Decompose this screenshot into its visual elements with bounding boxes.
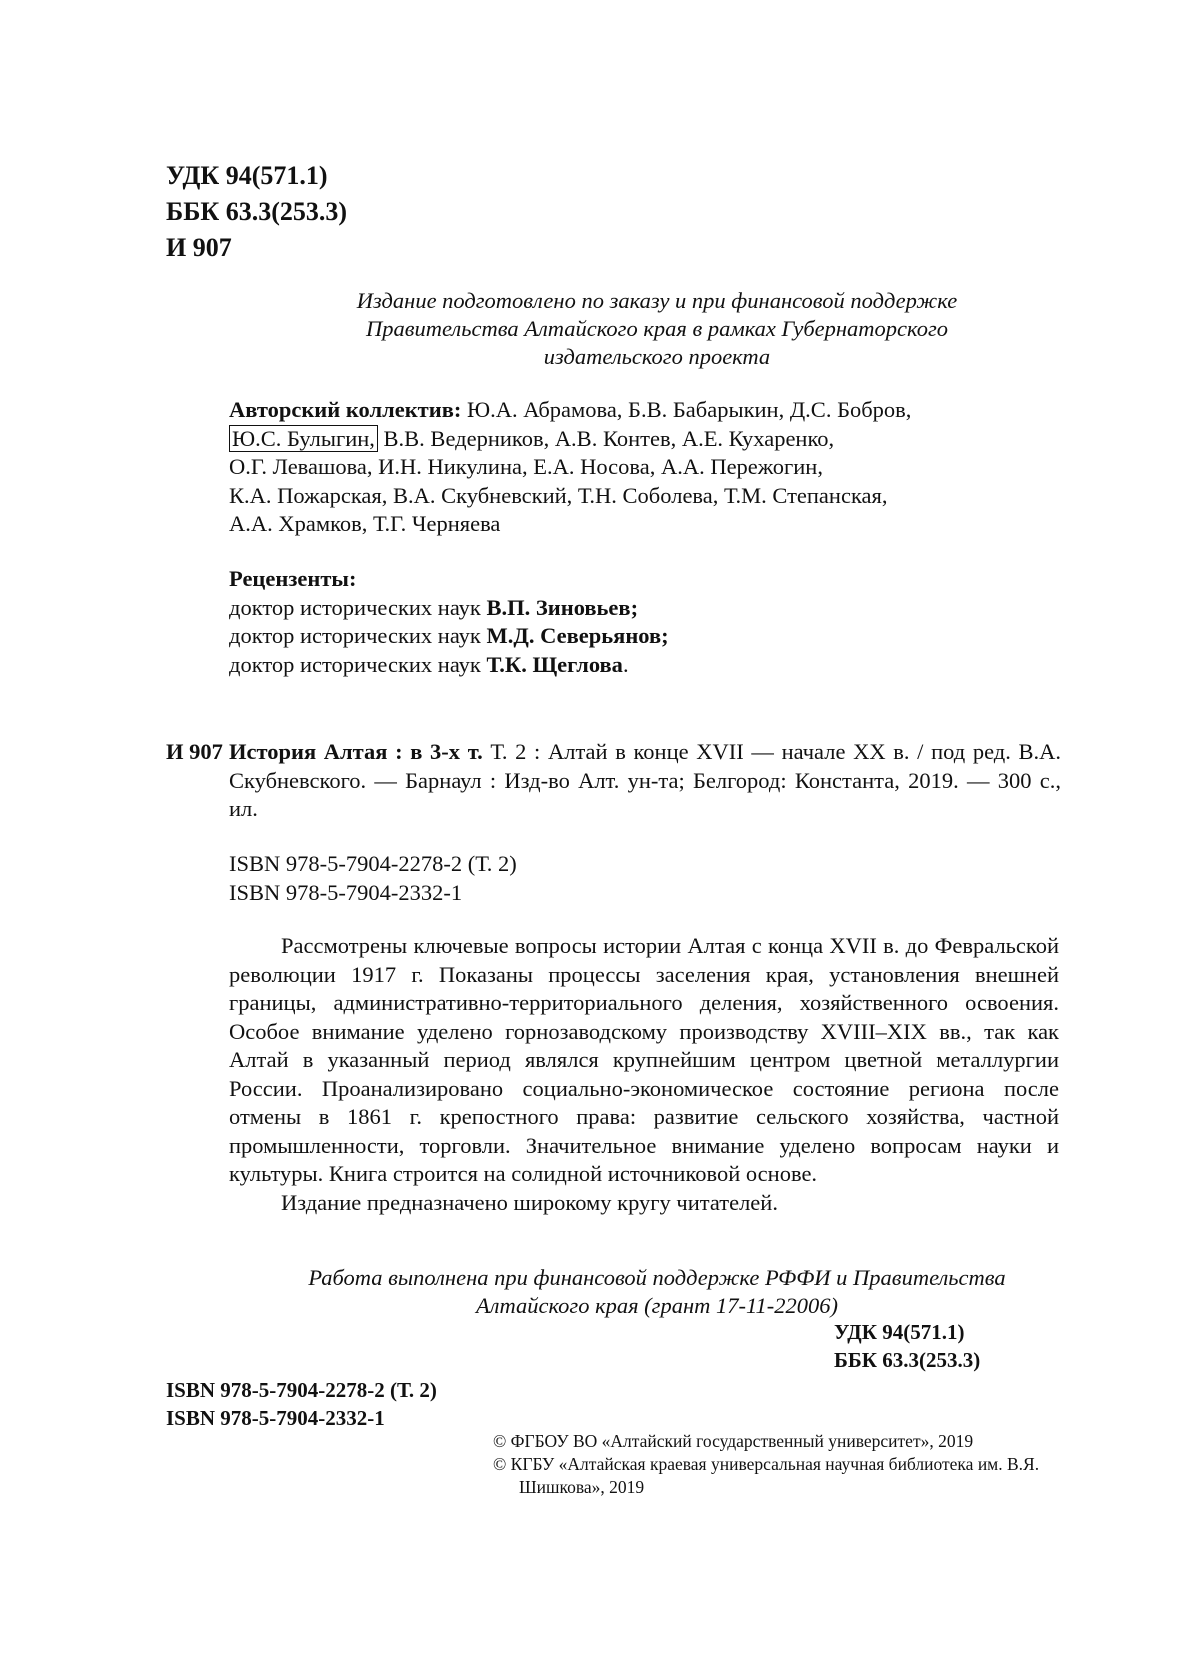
udk-code: УДК 94(571.1) xyxy=(166,158,347,194)
catalog-code: И 907 xyxy=(166,738,223,767)
publication-note-line: издательского проекта xyxy=(232,343,1082,371)
copyright-notices xyxy=(493,1430,1073,1499)
annotation xyxy=(229,932,1059,1217)
classification-codes xyxy=(166,158,347,266)
reviewers-label: Рецензенты: xyxy=(229,565,1089,594)
grant-line: Работа выполнена при финансовой поддержке РФФИ и Правительства xyxy=(232,1264,1082,1292)
reviewer-degree: доктор исторических наук xyxy=(229,652,487,677)
authors-line: К.А. Пожарская, В.А. Скубневский, Т.Н. Соболева, Т.М. Степанская, xyxy=(229,482,1089,511)
reviewer-name: М.Д. Северьянов; xyxy=(487,623,669,648)
reviewer-line xyxy=(229,651,1089,680)
reviewer-line xyxy=(229,622,1089,651)
reviewer-punct: . xyxy=(623,652,629,677)
reviewer-degree: доктор исторических наук xyxy=(229,623,487,648)
bbk-code: ББК 63.3(253.3) xyxy=(166,194,347,230)
copyright-line: © ФГБОУ ВО «Алтайский государственный университет», 2019 xyxy=(493,1430,1073,1453)
reviewer-line xyxy=(229,594,1089,623)
isbn-set: ISBN 978-5-7904-2332-1 xyxy=(229,879,517,908)
authors-line: В.В. Ведерников, А.В. Контев, А.Е. Кухаренко, xyxy=(378,426,834,451)
annotation-paragraph: Рассмотрены ключевые вопросы истории Алтая с конца XVII в. до Февральской революции 1917 г. Показаны процессы заселения края, установления внешней границы, административно-территориального деления, хозяйственного освоения. Особое внимание уделено горнозаводскому производству XVIII–XIX вв., так как Алтай в указанный период являлся крупнейшим центром цветной металлургии России. Проанализировано социально-экономическое состояние региона после отмены в 1861 г. крепостного права: развитие сельского хозяйства, частной промышленности, торговли. Значительное внимание уделено вопросам науки и культуры. Книга строится на солидной источниковой основе. xyxy=(229,932,1059,1189)
annotation-paragraph: Издание предназначено широкому кругу читателей. xyxy=(229,1189,1059,1218)
isbn-volume: ISBN 978-5-7904-2278-2 (Т. 2) xyxy=(229,850,517,879)
author-mark: И 907 xyxy=(166,230,347,266)
bbk-code: ББК 63.3(253.3) xyxy=(834,1346,980,1374)
author-collective xyxy=(229,396,1089,539)
classification-codes-right xyxy=(834,1318,980,1374)
catalog-entry xyxy=(166,738,1061,824)
isbn-bold-list xyxy=(166,1376,437,1432)
publication-note-line: Издание подготовлено по заказу и при финансовой поддержке xyxy=(232,287,1082,315)
grant-note xyxy=(232,1264,1082,1320)
reviewer-name: В.П. Зиновьев; xyxy=(487,595,639,620)
copyright-line: © КГБУ «Алтайская краевая универсальная научная библиотека им. В.Я. Шишкова», 2019 xyxy=(493,1453,1073,1499)
reviewer-degree: доктор исторических наук xyxy=(229,595,487,620)
isbn-volume: ISBN 978-5-7904-2278-2 (Т. 2) xyxy=(166,1376,437,1404)
publication-note-line: Правительства Алтайского края в рамках Губернаторского xyxy=(232,315,1082,343)
authors-line: О.Г. Левашова, И.Н. Никулина, Е.А. Носова, А.А. Пережогин, xyxy=(229,453,1089,482)
publication-note xyxy=(232,287,1082,371)
reviewers xyxy=(229,565,1089,679)
catalog-title: История Алтая : в 3-х т. xyxy=(229,739,483,764)
isbn-set: ISBN 978-5-7904-2332-1 xyxy=(166,1404,437,1432)
catalog-description: Т. 2 : Алтай в конце XVII — начале XX в. / под ред. В.А. Скубневского. — Барнаул : Изд-во Алт. ун-та; Белгород: Константа, 2019. — 300 с., ил. xyxy=(229,739,1061,821)
authors-line: А.А. Храмков, Т.Г. Черняева xyxy=(229,510,1089,539)
reviewer-name: Т.К. Щеглова xyxy=(487,652,623,677)
isbn-list xyxy=(229,850,517,907)
grant-line: Алтайского края (грант 17-11-22006) xyxy=(232,1292,1082,1320)
boxed-author-name: Ю.С. Булыгин, xyxy=(229,425,378,452)
udk-code: УДК 94(571.1) xyxy=(834,1318,980,1346)
authors-line: Ю.А. Абрамова, Б.В. Бабарыкин, Д.С. Бобров, xyxy=(461,397,911,422)
authors-label: Авторский коллектив: xyxy=(229,397,461,422)
